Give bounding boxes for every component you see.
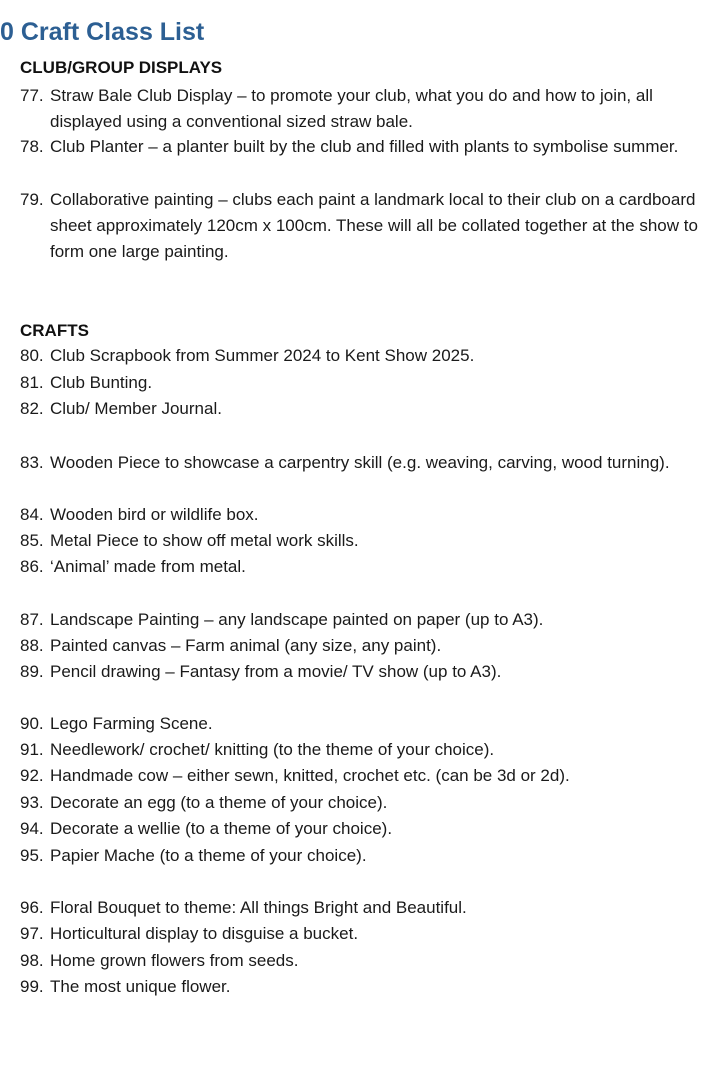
item-number: 90. — [20, 714, 44, 733]
item-text: Pencil drawing – Fantasy from a movie/ TV show (up to A3). — [50, 662, 502, 681]
item-text: Home grown flowers from seeds. — [50, 951, 299, 970]
item-number: 87. — [20, 610, 44, 629]
item-number: 82. — [20, 399, 44, 418]
list-item — [20, 396, 710, 422]
item-number: 91. — [20, 740, 44, 759]
section-heading-club-group-displays: CLUB/GROUP DISPLAYS — [20, 58, 223, 77]
item-number: 84. — [20, 505, 44, 524]
item-text: Papier Mache (to a theme of your choice). — [50, 846, 367, 865]
list-item — [20, 607, 710, 633]
item-text: Horticultural display to disguise a bucket. — [50, 924, 359, 943]
list-item — [20, 790, 710, 816]
item-text: Painted canvas – Farm animal (any size, any paint). — [50, 636, 442, 655]
item-number: 94. — [20, 819, 44, 838]
item-number: 99. — [20, 977, 44, 996]
list-item — [20, 816, 710, 842]
item-number: 93. — [20, 793, 44, 812]
list-item — [20, 711, 710, 737]
item-number: 89. — [20, 662, 44, 681]
item-text: Floral Bouquet to theme: All things Bright and Beautiful. — [50, 898, 467, 917]
item-text: Metal Piece to show off metal work skills. — [50, 531, 359, 550]
item-text: Collaborative painting – clubs each paint a landmark local to their club on a cardboard sheet approximately 120cm x 100cm. These will all be collated together at the show to form one large painting. — [50, 190, 698, 261]
item-number: 80. — [20, 346, 44, 365]
list-item — [20, 843, 710, 869]
list-item — [20, 83, 710, 135]
item-text: Club/ Member Journal. — [50, 399, 222, 418]
item-number: 79. — [20, 190, 44, 209]
list-item — [20, 134, 710, 160]
item-number: 92. — [20, 766, 44, 785]
item-number: 98. — [20, 951, 44, 970]
item-number: 83. — [20, 453, 44, 472]
item-text: Decorate an egg (to a theme of your choice). — [50, 793, 388, 812]
item-text: Straw Bale Club Display – to promote your club, what you do and how to join, all displayed using a conventional sized straw bale. — [50, 86, 653, 131]
list-item — [20, 895, 710, 921]
item-text: Club Scrapbook from Summer 2024 to Kent Show 2025. — [50, 346, 475, 365]
list-item — [20, 554, 710, 580]
list-item — [20, 343, 710, 369]
item-text: Landscape Painting – any landscape painted on paper (up to A3). — [50, 610, 544, 629]
page-title: 0 Craft Class List — [0, 18, 205, 46]
item-number: 88. — [20, 636, 44, 655]
item-number: 95. — [20, 846, 44, 865]
list-item — [20, 187, 710, 265]
item-number: 77. — [20, 86, 44, 105]
item-text: Handmade cow – either sewn, knitted, crochet etc. (can be 3d or 2d). — [50, 766, 570, 785]
item-number: 85. — [20, 531, 44, 550]
item-text: Club Planter – a planter built by the club and filled with plants to symbolise summer. — [50, 137, 679, 156]
list-item — [20, 450, 710, 476]
list-item — [20, 528, 710, 554]
item-text: Needlework/ crochet/ knitting (to the theme of your choice). — [50, 740, 495, 759]
item-number: 78. — [20, 137, 44, 156]
list-item — [20, 921, 710, 947]
list-item — [20, 948, 710, 974]
list-item — [20, 974, 710, 1000]
item-text: Wooden Piece to showcase a carpentry skill (e.g. weaving, carving, wood turning). — [50, 453, 670, 472]
item-number: 86. — [20, 557, 44, 576]
list-item — [20, 737, 710, 763]
item-text: Decorate a wellie (to a theme of your choice). — [50, 819, 393, 838]
item-text: The most unique flower. — [50, 977, 231, 996]
item-text: ‘Animal’ made from metal. — [50, 557, 246, 576]
list-item — [20, 633, 710, 659]
section-heading-crafts: CRAFTS — [20, 321, 89, 340]
item-text: Club Bunting. — [50, 373, 153, 392]
list-item — [20, 659, 710, 685]
item-number: 97. — [20, 924, 44, 943]
item-text: Wooden bird or wildlife box. — [50, 505, 259, 524]
item-number: 96. — [20, 898, 44, 917]
list-item — [20, 370, 710, 396]
list-item — [20, 763, 710, 789]
item-number: 81. — [20, 373, 44, 392]
list-item — [20, 502, 710, 528]
item-text: Lego Farming Scene. — [50, 714, 213, 733]
